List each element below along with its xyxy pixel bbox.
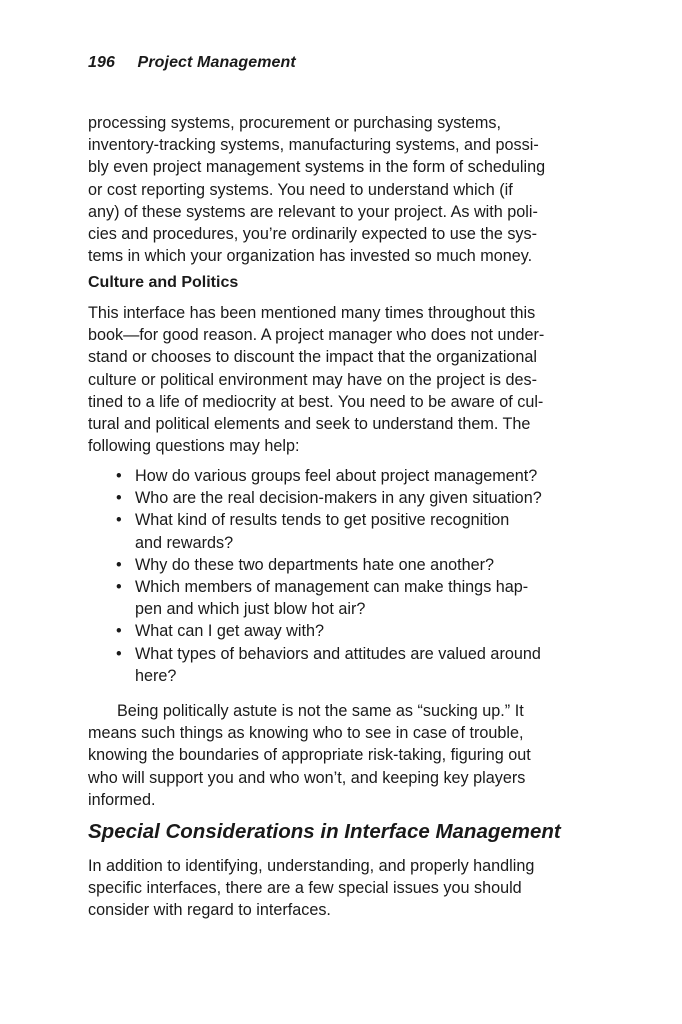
bullet-icon: • — [116, 622, 122, 641]
list-item — [116, 509, 606, 553]
text-line: Being politically astute is not the same as “sucking up.” It — [117, 702, 524, 720]
bullet-icon: • — [116, 644, 122, 663]
bullet-icon: • — [116, 467, 122, 485]
text-line: consider with regard to interfaces. — [88, 901, 331, 920]
text-line: This interface has been mentioned many times throughout this — [88, 304, 536, 322]
text-line: tems in which your organization has invested so much money. — [88, 247, 533, 266]
list-item-text: Who are the real decision-makers in any given situation? — [135, 489, 542, 508]
culture-politics-heading: Culture and Politics — [88, 274, 239, 291]
list-item-text: What types of behaviors and attitudes are valued around — [135, 644, 541, 663]
list-item — [116, 620, 606, 642]
list-item-text: How do various groups feel about project management? — [135, 467, 538, 485]
list-item-text: What can I get away with? — [135, 622, 324, 641]
bullet-icon: • — [116, 489, 122, 508]
text-line: informed. — [88, 790, 156, 809]
text-line: processing systems, procurement or purchasing systems, — [88, 114, 501, 132]
text-line: means such things as knowing who to see in case of trouble, — [88, 724, 524, 743]
text-line: specific interfaces, there are a few special issues you should — [88, 879, 522, 898]
bullet-icon: • — [116, 578, 122, 597]
text-line: any) of these systems are relevant to your project. As with poli- — [88, 202, 538, 221]
list-item-text: pen and which just blow hot air? — [135, 600, 366, 619]
list-item-text: and rewards? — [135, 533, 234, 552]
text-line: tined to a life of mediocrity at best. You need to be aware of cul- — [88, 392, 544, 411]
politics-closing-paragraph — [88, 700, 600, 811]
text-line: knowing the boundaries of appropriate risk-taking, figuring out — [88, 746, 531, 765]
text-line: book—for good reason. A project manager who does not under- — [88, 326, 545, 345]
list-item — [116, 576, 606, 620]
text-line: inventory-tracking systems, manufacturing systems, and possi- — [88, 136, 539, 155]
text-line: In addition to identifying, understanding, and properly handling — [88, 857, 535, 875]
list-item-text: Which members of management can make things hap- — [135, 578, 529, 597]
text-line: culture or political environment may have on the project is des- — [88, 370, 537, 389]
question-list — [116, 465, 606, 687]
text-line: who will support you and who won’t, and keeping key players — [88, 768, 526, 787]
running-head — [88, 54, 296, 72]
text-line: cies and procedures, you’re ordinarily expected to use the sys- — [88, 225, 537, 244]
text-line: tural and political elements and seek to understand them. The — [88, 415, 531, 434]
list-item — [116, 554, 606, 576]
section-heading: Special Considerations in Interface Management — [88, 820, 561, 843]
page-number: 196 — [88, 54, 115, 71]
intro-paragraph — [88, 112, 600, 267]
text-line: or cost reporting systems. You need to understand which (if — [88, 180, 513, 199]
text-line: bly even project management systems in the form of scheduling — [88, 158, 546, 177]
culture-paragraph — [88, 302, 600, 457]
list-item-text: Why do these two departments hate one another? — [135, 555, 495, 574]
list-item-text: What kind of results tends to get positive recognition — [135, 511, 510, 530]
text-line: following questions may help: — [88, 437, 300, 456]
text-line: stand or chooses to discount the impact that the organizational — [88, 348, 538, 367]
special-considerations-paragraph — [88, 855, 600, 922]
list-item-text: here? — [135, 666, 177, 685]
bullet-icon: • — [116, 511, 122, 530]
running-title: Project Management — [137, 54, 296, 71]
list-item — [116, 465, 606, 487]
list-item — [116, 487, 606, 509]
list-item — [116, 643, 606, 687]
bullet-icon: • — [116, 555, 122, 574]
